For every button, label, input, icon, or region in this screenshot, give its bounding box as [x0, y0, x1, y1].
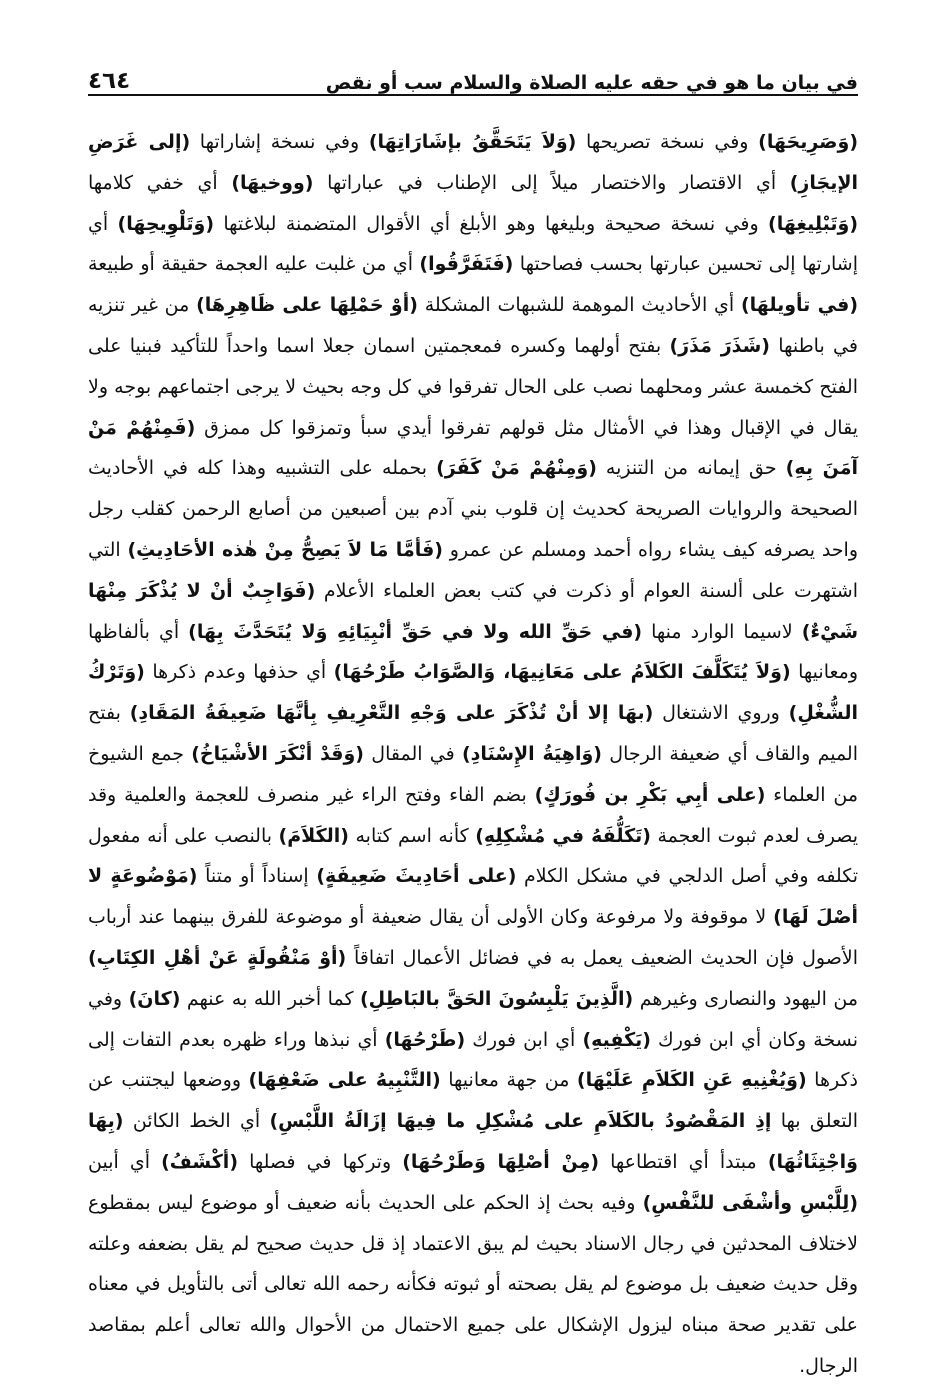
matn-quote: (وَاهِيَةُ الإِسْنَادِ) — [462, 742, 602, 765]
matn-quote: (لِلَّبْسِ وأشْفَى للنَّفْسِ) — [642, 1191, 859, 1214]
commentary-fragment: في المقال — [363, 742, 462, 765]
commentary-fragment: بفتح أولهما وكسره فمعجمتين اسمان جعلا اسما واحداً للتأكيد فبنيا على الفتح كخمسة عشر ومحلهما نصب على الحال تفرقوا في كل وجه بحيث لا يرجى اجتماعهم بوجه ولا يقال في الإقبال وهذا في الأمثال مثل قولهم تفرقوا أيدي سبأ وتمزقوا كل ممزق — [88, 334, 858, 439]
commentary-fragment: كأنه اسم كتابه — [348, 824, 476, 847]
matn-quote: (فَمِنْهُمْ مَنْ آمَنَ بِهِ) — [88, 416, 858, 480]
commentary-fragment: أي ابن فورك — [465, 1028, 583, 1051]
commentary-fragment: من اليهود والنصارى وغيرهم — [633, 987, 858, 1010]
matn-quote: إذِ المَقْصُودُ بالكَلاَمِ على مُشْكِلِ ما فِيهَا إزَالَةُ اللَّبْسِ) — [269, 1110, 772, 1133]
matn-quote: (ووخيهَا) — [231, 171, 314, 194]
page-number: ٤٦٤ — [88, 68, 131, 94]
commentary-fragment: أي خفي كلامها — [88, 171, 232, 194]
matn-quote: (بهَا إلا أنْ تُذْكَرَ على وَجْهِ التَّعْرِيفِ بِأنَّهَا ضَعِيفَةُ المَقَادِ) — [129, 702, 654, 725]
matn-quote: (مَوْضُوعَةٍ لا أصْلَ لَهَا) — [88, 865, 858, 929]
commentary-fragment: وفي نسخة تصريحها — [576, 131, 759, 153]
matn-quote: (الَّذِينَ يَلْبِسُونَ الحَقَّ بالبَاطِلِ) — [360, 987, 634, 1010]
commentary-fragment: وفي نسخة صحيحة وبليغها وهو الأبلغ أي الأقوال المتضمنة لبلاغتها — [214, 212, 769, 235]
commentary-fragment: مبتدأ أي اقتطاعها — [599, 1150, 768, 1173]
commentary-fragment: أي الأحاديث الموهمة للشبهات المشكلة — [417, 294, 741, 317]
commentary-paragraph — [88, 122, 858, 1387]
commentary-fragment: بفتح الميم والقاف أي ضعيفة الرجال — [88, 702, 859, 765]
page-header — [88, 48, 858, 96]
commentary-fragment: من جهة معانيها — [440, 1069, 577, 1092]
matn-quote: (الكَلاَمَ) — [278, 824, 349, 847]
commentary-fragment: بضم الفاء وفتح الراء غير منصرف للعجمة والعلمية وقد يصرف لعدم ثبوت العجمة — [88, 783, 859, 847]
matn-quote: (يَكْفِيهِ) — [582, 1028, 651, 1051]
matn-quote: (وَقَدْ أنْكَرَ الأشْيَاخُ) — [191, 742, 364, 765]
matn-quote: (وَيُغْنِيهِ عَنِ الكَلاَمِ عَلَيْهَا) — [576, 1069, 807, 1092]
commentary-fragment: وفيه بحث إذ الحكم على الحديث بأنه ضعيف أو موضوع ليس بمقطوع لاختلاف المحدثين في رجال الاسناد بحيث لم يبق الاعتماد إذ قل حديث صحيح لم يقل بضعفه وعلته وقل حديث ضعيف بل موضوع لم يقل بصحته أو ثبوته فكأنه رحمه الله تعالى أتى بالتأويل في معناه على تقدير صحة مبناه ليزول الإشكال على جميع الاحتمال من الأحوال والله تعالى أعلم بمقاصد الرجال. — [88, 1191, 858, 1377]
matn-quote: (على أحَادِيثَ ضَعِيفَةٍ) — [316, 865, 517, 888]
matn-quote: (أوْ مَنْقُولَةٍ عَنْ أهْلِ الكِتَابِ) — [88, 946, 347, 969]
matn-quote: (طَرْحُهَا) — [384, 1028, 466, 1051]
commentary-fragment: لا موقوفة ولا مرفوعة وكان الأولى أن يقال ضعيفة أو موضوعة للفرق بينهما عند أرباب الأصول فإن الحديث الضعيف يعمل به في فضائل الأعمال اتفاقاً — [88, 906, 858, 969]
commentary-fragment: بحمله على التشبيه وهذا كله في الأحاديث الصحيحة والروايات الصريحة كحديث إن قلوب بني آدم بين أصبعين من أصابع الرحمن كقلب رجل واحد يصرفه كيف يشاء رواه أحمد ومسلم عن عمرو — [88, 457, 858, 561]
commentary-fragment: وروي الاشتغال — [653, 702, 789, 725]
commentary-fragment: وتركها في فصلها — [238, 1150, 403, 1173]
commentary-fragment: كما أخبر الله به عنهم — [180, 987, 360, 1010]
matn-quote: (فَتَفَرَّقُوا) — [419, 253, 514, 276]
book-page — [88, 48, 859, 1377]
commentary-fragment: أي الخط الكائن — [123, 1110, 270, 1133]
commentary-fragment: ووضعها ليجتنب عن التعلق بها — [88, 1069, 858, 1133]
commentary-fragment: لاسيما الوارد منها — [642, 620, 802, 643]
matn-quote: (في حَقِّ الله ولا في حَقِّ أنْبِيَائِهِ وَلا يُتَحَدَّثَ بِهَا) — [188, 620, 643, 643]
matn-quote: (فَوَاجِبٌ أنْ لا يُذْكَرَ مِنْهَا شَيْءٌ) — [88, 579, 859, 643]
matn-quote: (وَلاَ يَتَحَقَّقُ بإشَارَاتِهَا) — [368, 131, 577, 153]
matn-quote: (تَكَلُّفَهُ في مُشْكِلِهِ) — [475, 824, 651, 847]
matn-quote: (شَذَرَ مَذَرَ) — [669, 334, 770, 357]
matn-quote: (إلى غَرَضِ الإيجَازِ) — [88, 131, 858, 194]
matn-quote: (كانَ) — [128, 987, 181, 1010]
matn-quote: (على أبِي بَكْرِ بن فُورَكٍ) — [534, 783, 766, 806]
commentary-fragment: حق إيمانه من التنزيه — [596, 457, 786, 480]
commentary-fragment: أي أبين — [88, 1150, 162, 1173]
matn-quote: (وَتَرْكُ الشُّغْلِ) — [88, 661, 859, 725]
matn-quote: (أوْ حَمْلِهَا على ظَاهِرِهَا) — [196, 294, 418, 317]
commentary-fragment: أي بألفاظها ومعانيها — [88, 620, 858, 684]
matn-quote: (أكْشَفُ) — [161, 1150, 238, 1173]
matn-quote: (وَلاَ يُتَكَلَّفَ الكَلاَمُ على مَعَانِيهَا، وَالصَّوَابُ طَرْحُهَا) — [333, 661, 791, 684]
commentary-fragment: أي حذفها وعدم ذكرها — [144, 661, 334, 684]
commentary-fragment: التي اشتهرت على ألسنة العوام أو ذكرت في كتب بعض العلماء الأعلام — [88, 538, 859, 602]
matn-quote: (بِهَا وَاجْتِثَاثُهَا) — [88, 1110, 858, 1173]
commentary-fragment: بالنصب على أنه مفعول تكلفه وفي أصل الدلجي في مشكل الكلام — [88, 824, 859, 888]
commentary-fragment: من غير تنزيه في باطنها — [88, 294, 858, 357]
commentary-fragment: وفي نسخة إشاراتها — [190, 131, 369, 153]
commentary-fragment: أي من غلبت عليه العجمة حقيقة أو طبيعة — [88, 253, 420, 276]
commentary-fragment: أي الاقتصار والاختصار ميلاً إلى الإطناب في عباراتها — [313, 171, 790, 194]
matn-quote: (وَصَرِيحَهَا) — [758, 131, 859, 153]
matn-quote: (مِنْ أصْلِهَا وَطَرْحُهَا) — [402, 1150, 600, 1173]
matn-quote: (وَتَبْلِيغِهَا) — [768, 212, 858, 235]
commentary-fragment: وفي نسخة وكان أي ابن فورك — [88, 987, 858, 1051]
matn-quote: (فَأمَّا مَا لاَ يَصِحُّ مِنْ هٰذه الأحَادِيثِ) — [127, 538, 443, 561]
matn-quote: (وَتَلْوِيحِهَا) — [117, 212, 215, 235]
running-title: في بيان ما هو في حقه عليه الصلاة والسلام سب أو نقص — [325, 72, 858, 94]
matn-quote: (وَمِنْهُمْ مَنْ كَفَرَ) — [436, 457, 597, 480]
commentary-text — [88, 122, 858, 1387]
commentary-fragment: أي إشارتها إلى تحسين عبارتها بحسب فصاحتها — [88, 212, 858, 276]
commentary-fragment: جمع الشيوخ من العلماء — [88, 742, 859, 806]
matn-quote: (التَّنْبِيهُ على ضَعْفِهَا) — [248, 1069, 441, 1092]
commentary-fragment: إسناداً أو متناً — [197, 865, 317, 888]
matn-quote: (في تأويلهَا) — [740, 294, 859, 317]
commentary-fragment: أي نبذها وراء ظهره بعدم التفات إلى ذكرها — [88, 1028, 858, 1092]
